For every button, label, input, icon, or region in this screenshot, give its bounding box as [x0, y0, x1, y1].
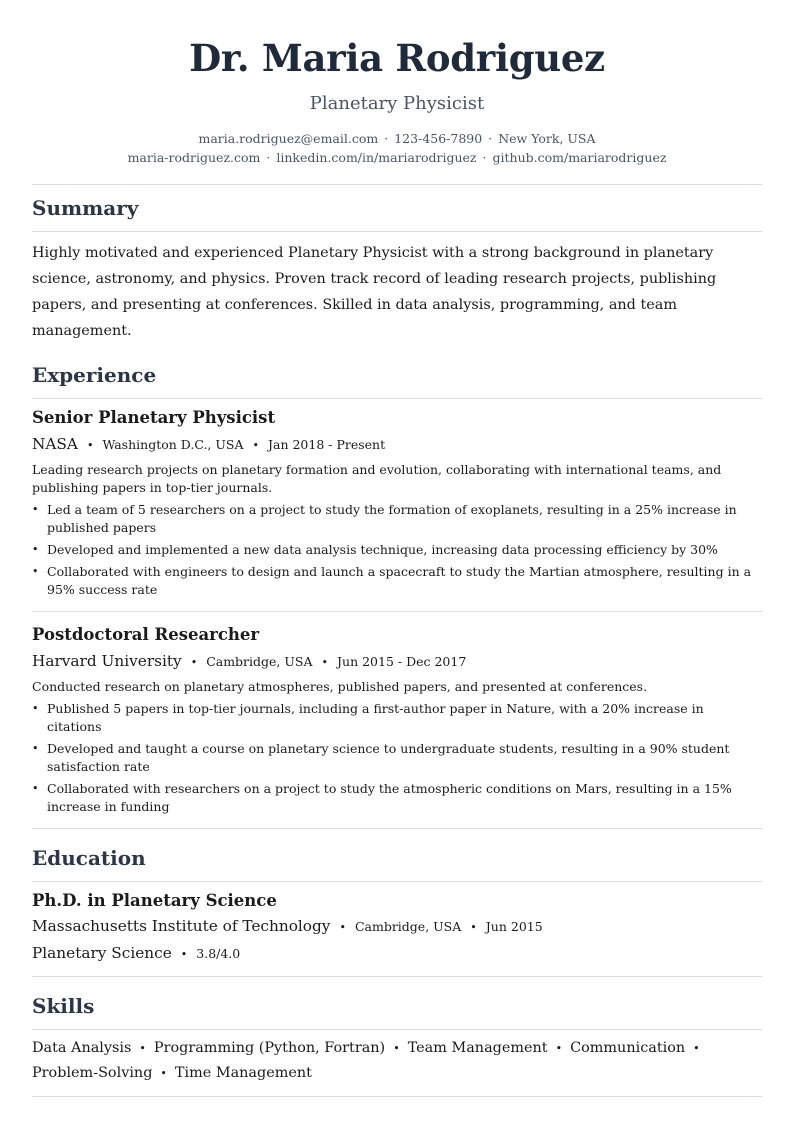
skills-list — [32, 1036, 762, 1086]
location-text: New York, USA — [498, 131, 596, 146]
section-heading-summary: Summary — [32, 196, 139, 220]
contact-separator: · — [384, 131, 389, 146]
contact-line-2 — [32, 148, 762, 167]
contact-separator: · — [488, 131, 493, 146]
job-meta — [32, 433, 762, 457]
divider — [32, 1096, 762, 1097]
education-section — [32, 829, 762, 977]
job-entry — [32, 399, 762, 599]
job-organization: NASA — [32, 435, 78, 453]
summary-text: Highly motivated and experienced Planetary Physicist with a strong background in planetary science, astronomy, and physics. Proven track record of leading research projects, publishing papers, and presenting at conferences. Skilled in data analysis, programming, and team management. — [32, 245, 717, 339]
achievement-text: Collaborated with engineers to design and launch a spacecraft to study the Martian atmosphere, resulting in a 95% success rate — [47, 564, 752, 597]
field-of-study: Planetary Science — [32, 944, 172, 962]
divider — [32, 1029, 762, 1030]
institution-name: Massachusetts Institute of Technology — [32, 917, 331, 935]
meta-bullet: • — [321, 656, 329, 669]
bullet-marker: • — [32, 702, 39, 715]
meta-bullet: • — [160, 1067, 167, 1080]
meta-bullet: • — [139, 1042, 146, 1055]
education-field — [32, 942, 762, 966]
section-heading-education: Education — [32, 846, 146, 870]
job-location: Washington D.C., USA — [102, 437, 244, 452]
meta-bullet: • — [693, 1042, 700, 1055]
achievement-item — [32, 700, 762, 736]
job-achievements — [32, 501, 762, 599]
resume-header — [32, 0, 762, 167]
job-organization: Harvard University — [32, 652, 182, 670]
skill-item: Time Management — [174, 1065, 312, 1081]
job-location: Cambridge, USA — [206, 654, 313, 669]
meta-bullet: • — [180, 948, 188, 961]
meta-bullet: • — [470, 921, 477, 934]
meta-bullet: • — [190, 656, 198, 669]
achievement-text: Collaborated with researchers on a project to study the atmospheric conditions on Mars, resulting in a 15% increase in funding — [47, 781, 732, 814]
skill-item: Communication — [570, 1040, 686, 1056]
achievement-item — [32, 740, 762, 776]
skill-item: Team Management — [407, 1040, 548, 1056]
candidate-name: Dr. Maria Rodriguez — [189, 36, 605, 80]
achievement-text: Developed and implemented a new data analysis technique, increasing data processing efficiency by 30% — [47, 542, 718, 557]
skill-item: Programming (Python, Fortran) — [153, 1040, 386, 1056]
website-link[interactable]: maria-rodriguez.com — [127, 150, 261, 165]
job-entry — [32, 612, 762, 816]
phone-number[interactable]: 123-456-7890 — [394, 131, 483, 146]
meta-bullet: • — [252, 439, 259, 452]
skills-row — [32, 1061, 762, 1086]
email-link[interactable]: maria.rodriguez@email.com — [198, 131, 379, 146]
graduation-date: Jun 2015 — [485, 919, 543, 934]
achievement-item — [32, 780, 762, 816]
contact-separator: · — [266, 150, 271, 165]
summary-section — [32, 185, 762, 344]
bullet-marker: • — [32, 565, 39, 578]
bullet-marker: • — [32, 543, 39, 556]
job-description: Leading research projects on planetary formation and evolution, collaborating with international teams, and publishing papers in top-tier journals. — [32, 462, 722, 495]
meta-bullet: • — [339, 921, 346, 934]
skills-section — [32, 977, 762, 1097]
achievement-text: Published 5 papers in top-tier journals, including a first-author paper in Nature, with a 20% increase in citations — [47, 701, 704, 734]
meta-bullet: • — [86, 439, 94, 452]
achievement-text: Led a team of 5 researchers on a project to study the formation of exoplanets, resulting in a 25% increase in published papers — [47, 502, 737, 535]
job-meta — [32, 650, 762, 674]
skill-item: Problem-Solving — [32, 1065, 153, 1081]
divider — [32, 231, 762, 232]
section-heading-experience: Experience — [32, 363, 157, 387]
experience-section — [32, 344, 762, 829]
candidate-title: Planetary Physicist — [309, 93, 485, 114]
gpa-value: 3.8/4.0 — [196, 946, 241, 961]
achievement-text: Developed and taught a course on planetary science to undergraduate students, resulting in a 90% student satisfaction rate — [47, 741, 730, 774]
job-achievements — [32, 700, 762, 816]
linkedin-link[interactable]: linkedin.com/in/mariarodriguez — [276, 150, 477, 165]
section-heading-skills: Skills — [32, 994, 95, 1018]
meta-bullet: • — [555, 1042, 563, 1055]
job-description: Conducted research on planetary atmospheres, published papers, and presented at conferences. — [32, 679, 648, 694]
bullet-marker: • — [32, 503, 39, 516]
bullet-marker: • — [32, 782, 39, 795]
degree-title: Ph.D. in Planetary Science — [32, 891, 277, 910]
achievement-item — [32, 501, 762, 537]
institution-location: Cambridge, USA — [354, 919, 462, 934]
job-dates: Jun 2015 - Dec 2017 — [337, 654, 467, 669]
contact-separator: · — [482, 150, 487, 165]
achievement-item — [32, 541, 762, 559]
skill-item: Data Analysis — [32, 1040, 132, 1056]
achievement-item — [32, 563, 762, 599]
education-entry — [32, 882, 762, 966]
job-dates: Jan 2018 - Present — [267, 437, 386, 452]
meta-bullet: • — [393, 1042, 400, 1055]
bullet-marker: • — [32, 742, 39, 755]
job-title: Postdoctoral Researcher — [32, 625, 260, 644]
job-title: Senior Planetary Physicist — [32, 408, 276, 427]
github-link[interactable]: github.com/mariarodriguez — [492, 150, 667, 165]
education-meta — [32, 915, 762, 939]
skills-row — [32, 1036, 762, 1061]
contact-line-1 — [32, 129, 762, 148]
